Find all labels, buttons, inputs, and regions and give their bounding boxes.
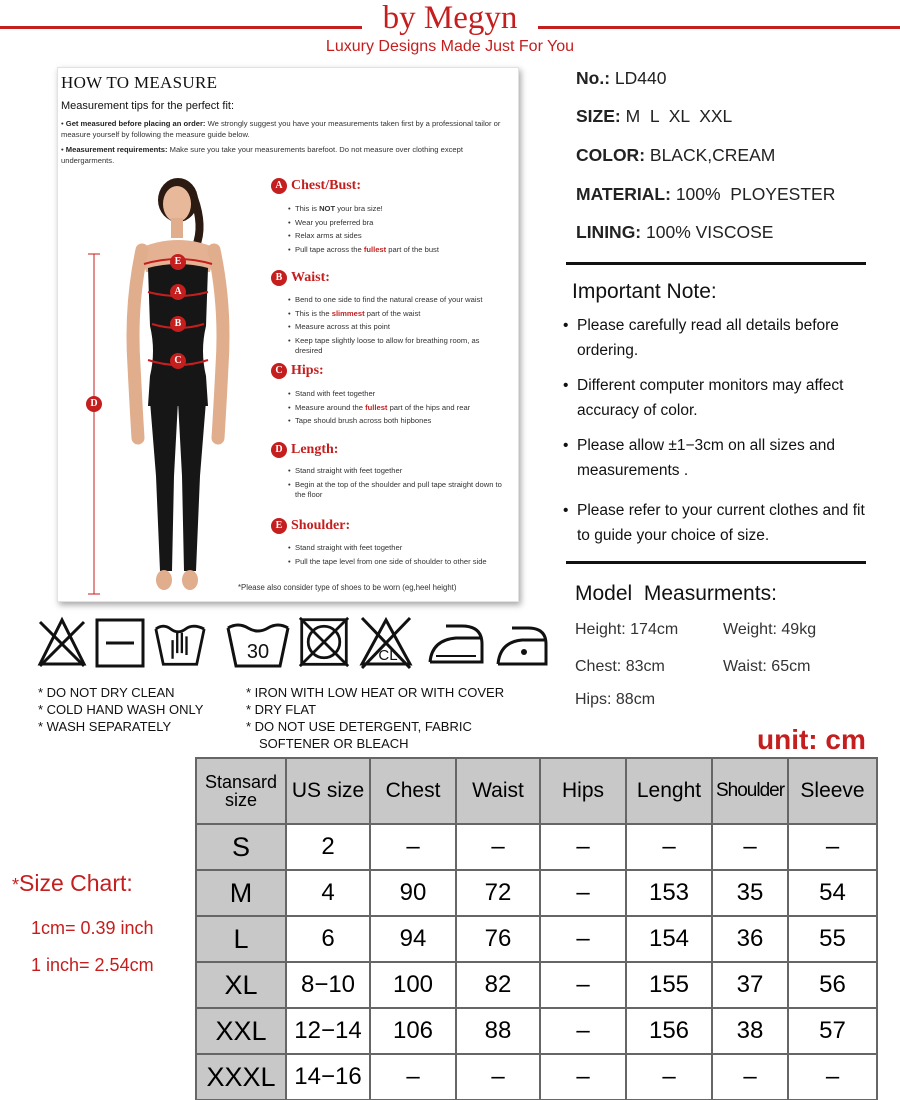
col-header-hips: Hips — [540, 758, 626, 824]
cell-hips: – — [540, 824, 626, 870]
cell-sleeve: 56 — [788, 962, 877, 1008]
list-item: • This is the slimmest part of the waist — [288, 307, 508, 321]
cell-sleeve: 54 — [788, 870, 877, 916]
cell-hips: – — [540, 1008, 626, 1054]
col-header-sleeve: Sleeve — [788, 758, 877, 824]
cell-shoulder: – — [712, 1054, 788, 1100]
list-item: • Pull the tape level from one side of shoulder to other side — [288, 555, 508, 567]
cell-shoulder: 38 — [712, 1008, 788, 1054]
size-table — [195, 757, 878, 1100]
col-header-shoulder: Shoulder — [712, 758, 788, 824]
svg-text:CL: CL — [378, 647, 398, 664]
col-header-waist: Waist — [456, 758, 540, 824]
table-row — [196, 1008, 877, 1054]
list-item: • Wear you preferred bra — [288, 216, 508, 230]
care-note: * WASH SEPARATELY — [38, 719, 172, 734]
cell-us: 12−14 — [286, 1008, 370, 1054]
list-item: • Measure around the fullest part of the hips and rear — [288, 401, 508, 415]
cell-hips: – — [540, 870, 626, 916]
cell-chest: 106 — [370, 1008, 456, 1054]
list-item: • Keep tape slightly loose to allow for breathing room, as dresired — [288, 334, 508, 356]
section-hips-title: C Hips: — [271, 363, 324, 379]
cell-us: 14−16 — [286, 1054, 370, 1100]
list-item: • Stand straight with feet together — [288, 541, 508, 555]
section-chest-list — [288, 202, 508, 256]
spec-lining: LINING: 100% VISCOSE — [576, 222, 774, 242]
cell-chest: – — [370, 824, 456, 870]
cell-sleeve: 55 — [788, 916, 877, 962]
cell-length: – — [626, 1054, 712, 1100]
no-tumble-dry-icon — [298, 614, 350, 670]
table-row — [196, 1054, 877, 1100]
figure-label-b: B — [170, 316, 186, 332]
table-header-row — [196, 758, 877, 824]
section-waist-list — [288, 293, 508, 356]
table-row — [196, 870, 877, 916]
care-note: SOFTENER OR BLEACH — [259, 736, 409, 751]
section-hips-list — [288, 387, 508, 428]
list-item: • This is NOT your bra size! — [288, 202, 508, 216]
no-dry-clean-icon — [36, 614, 88, 670]
wash-30-icon — [226, 614, 290, 670]
list-item: • Measure across at this point — [288, 320, 508, 334]
cell-hips: – — [540, 916, 626, 962]
cell-chest: – — [370, 1054, 456, 1100]
cell-shoulder: 36 — [712, 916, 788, 962]
cell-shoulder: 37 — [712, 962, 788, 1008]
spec-color: COLOR: BLACK,CREAM — [576, 145, 776, 165]
conversion-inch: 1 inch= 2.54cm — [31, 955, 154, 975]
col-header-chest: Chest — [370, 758, 456, 824]
cell-size: XXL — [196, 1008, 286, 1054]
important-note-title: Important Note: — [572, 280, 717, 303]
cell-hips: – — [540, 1054, 626, 1100]
section-hips-badge: C — [271, 363, 287, 379]
cell-length: 155 — [626, 962, 712, 1008]
size-chart-title: *Size Chart: — [12, 870, 133, 896]
cell-sleeve: – — [788, 1054, 877, 1100]
cell-waist: 76 — [456, 916, 540, 962]
divider — [566, 262, 866, 265]
section-waist-title: B Waist: — [271, 270, 330, 286]
spec-material: MATERIAL: 100% PLOYESTER — [576, 184, 836, 204]
model-figure — [78, 176, 268, 596]
section-waist-badge: B — [271, 270, 287, 286]
tip-get-measured: • Get measured before placing an order: We strongly suggest you have your measurements taken first by a professional tailor or measure yourself by following the measure guide below. — [61, 119, 501, 139]
cell-size: XL — [196, 962, 286, 1008]
cell-shoulder: – — [712, 824, 788, 870]
list-item: • Relax arms at sides — [288, 229, 508, 243]
care-note: * COLD HAND WASH ONLY — [38, 702, 204, 717]
section-length-title: D Length: — [271, 442, 338, 458]
cell-us: 2 — [286, 824, 370, 870]
no-bleach-icon — [358, 614, 414, 670]
divider — [566, 561, 866, 564]
cell-size: L — [196, 916, 286, 962]
cell-length: 153 — [626, 870, 712, 916]
cell-us: 4 — [286, 870, 370, 916]
cell-us: 8−10 — [286, 962, 370, 1008]
care-notes-left — [38, 684, 203, 735]
model-measurements-title: Model Measurments: — [575, 582, 777, 605]
cell-waist: – — [456, 824, 540, 870]
cell-us: 6 — [286, 916, 370, 962]
how-to-measure-panel — [57, 67, 519, 602]
cell-waist: 88 — [456, 1008, 540, 1054]
unit-label: unit: cm — [757, 724, 866, 755]
model-hips: Hips: 88cm — [575, 691, 656, 708]
cell-waist: 72 — [456, 870, 540, 916]
figure-label-c: C — [170, 353, 186, 369]
care-note: * DO NOT DRY CLEAN — [38, 685, 175, 700]
section-shoulder-badge: E — [271, 518, 287, 534]
section-chest-title: A Chest/Bust: — [271, 178, 361, 194]
section-length-list — [288, 464, 508, 500]
table-row — [196, 962, 877, 1008]
cell-length: 154 — [626, 916, 712, 962]
list-item: • Stand with feet together — [288, 387, 508, 401]
cell-size: XXXL — [196, 1054, 286, 1100]
cell-hips: – — [540, 962, 626, 1008]
table-row — [196, 916, 877, 962]
cell-length: – — [626, 824, 712, 870]
spec-number: No.: LD440 — [576, 68, 667, 88]
spec-size: SIZE: M L XL XXL — [576, 106, 733, 126]
list-item: • Stand straight with feet together — [288, 464, 508, 478]
cell-size: M — [196, 870, 286, 916]
cell-sleeve: 57 — [788, 1008, 877, 1054]
figure-label-a: A — [170, 284, 186, 300]
table-row — [196, 824, 877, 870]
model-weight: Weight: 49kg — [723, 621, 817, 638]
care-notes-right — [246, 684, 504, 752]
cell-waist: 82 — [456, 962, 540, 1008]
iron-icon — [494, 614, 550, 670]
care-note: * DO NOT USE DETERGENT, FABRIC — [246, 719, 472, 734]
svg-text:30: 30 — [246, 641, 270, 663]
col-header-us-size: US size — [286, 758, 370, 824]
col-header-standard-size: Stansard size — [196, 758, 286, 824]
list-item: • Begin at the top of the shoulder and pull tape straight down to the floor — [288, 478, 508, 500]
list-item: • Bend to one side to find the natural crease of your waist — [288, 293, 508, 307]
brand-logo: by Megyn — [382, 0, 518, 36]
cell-length: 156 — [626, 1008, 712, 1054]
brand-tagline: Luxury Designs Made Just For You — [325, 38, 575, 55]
cell-chest: 90 — [370, 870, 456, 916]
care-note: * IRON WITH LOW HEAT OR WITH COVER — [246, 685, 505, 700]
hand-wash-icon — [154, 614, 206, 670]
figure-label-d: D — [86, 396, 102, 412]
header-rule-right — [538, 26, 900, 29]
tip-requirements: • Measurement requirements: Make sure you take your measurements barefoot. Do not measure over clothing except undergarments. — [61, 145, 463, 165]
model-silhouette — [78, 176, 268, 596]
list-item: • Tape should brush across both hipbones — [288, 414, 508, 428]
section-shoulder-title: E Shoulder: — [271, 518, 350, 534]
iron-low-icon — [426, 614, 486, 670]
cell-sleeve: – — [788, 824, 877, 870]
shoes-footnote: *Please also consider type of shoes to be worn (eg,heel height) — [238, 583, 457, 592]
cell-chest: 100 — [370, 962, 456, 1008]
panel-title: HOW TO MEASURE — [61, 73, 218, 92]
header-rule-left — [0, 26, 362, 29]
dry-flat-icon — [94, 614, 146, 670]
cell-size: S — [196, 824, 286, 870]
list-item: • Pull tape across the fullest part of the bust — [288, 243, 508, 257]
col-header-length: Lenght — [626, 758, 712, 824]
section-length-badge: D — [271, 442, 287, 458]
cell-shoulder: 35 — [712, 870, 788, 916]
tips-heading: Measurement tips for the perfect fit: — [61, 100, 235, 112]
model-chest: Chest: 83cm — [575, 658, 665, 675]
cell-waist: – — [456, 1054, 540, 1100]
cell-chest: 94 — [370, 916, 456, 962]
figure-label-e: E — [170, 254, 186, 270]
care-note: * DRY FLAT — [246, 702, 317, 717]
model-height: Height: 174cm — [575, 621, 679, 638]
conversion-cm: 1cm= 0.39 inch — [31, 918, 154, 938]
section-chest-badge: A — [271, 178, 287, 194]
model-waist: Waist: 65cm — [723, 658, 811, 675]
section-shoulder-list — [288, 541, 508, 567]
